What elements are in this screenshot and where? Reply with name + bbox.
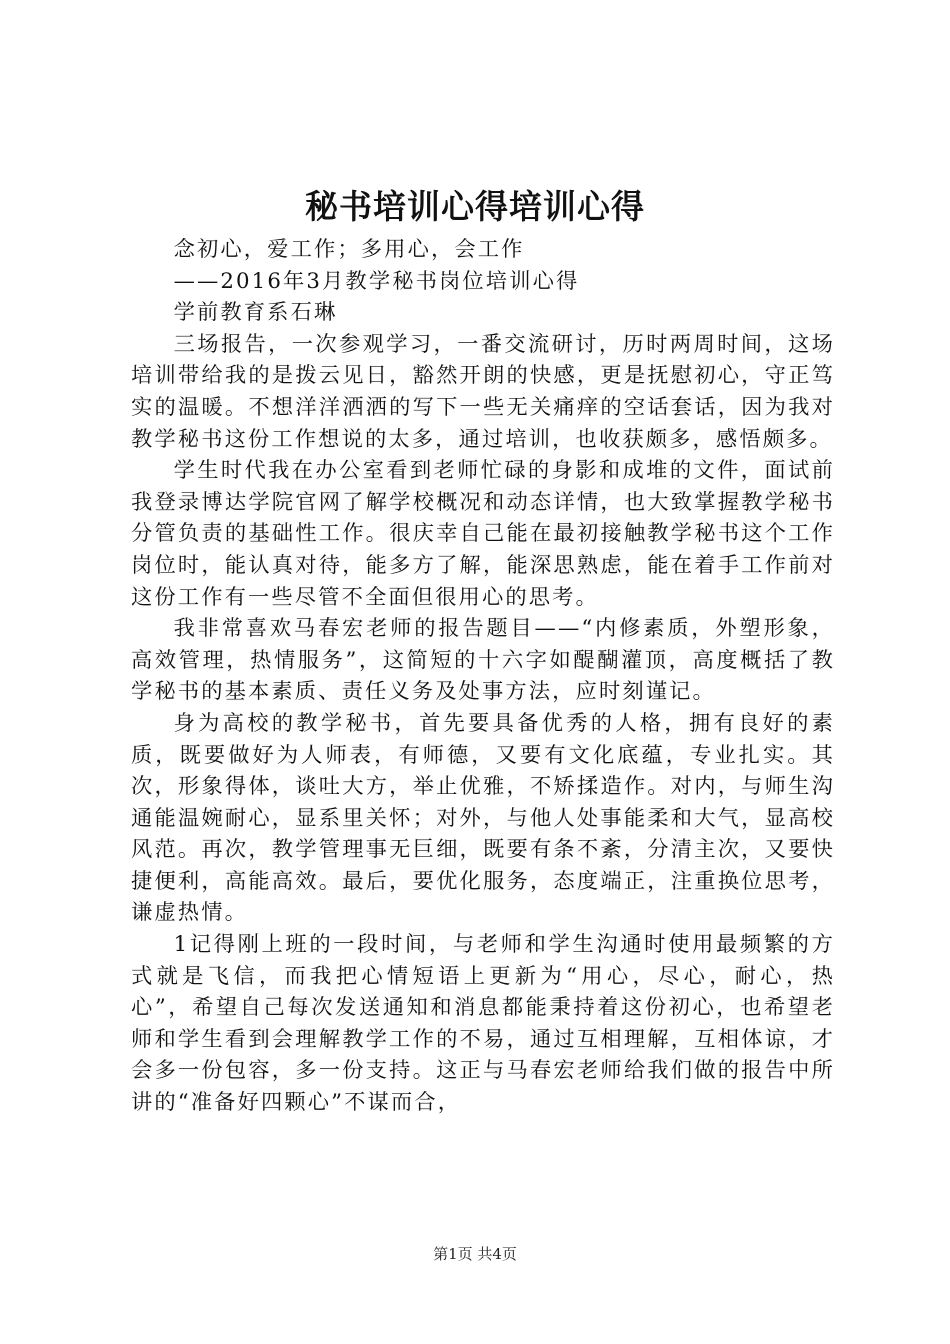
author-line: 学前教育系石琳 [173, 300, 338, 326]
page-number-footer: 第1页 共4页 [433, 1245, 517, 1263]
document-title: 秘书培训心得培训心得 [305, 187, 645, 226]
body-paragraph: 1记得刚上班的一段时间，与老师和学生沟通时使用最频繁的方式就是飞信，而我把心情短语上更新为“用心，尽心，耐心，热心”，希望自己每次发送通知和消息都能秉持着这份初心，也希望老师和学生看到会理解教学工作的不易，通过互相理解，互相体谅，才会多一份包容，多一份支持。这正与马春宏老师给我们做的报告中所讲的“准备好四颗心”不谋而合， [131, 932, 835, 1116]
motto-line: 念初心，爱工作；多用心，会工作 [173, 237, 525, 262]
body-paragraph: 学生时代我在办公室看到老师忙碌的身影和成堆的文件，面试前我登录博达学院官网了解学校概况和动态详情，也大致掌握教学秘书分管负责的基础性工作。很庆幸自己能在最初接触教学秘书这个工作岗位时，能认真对待，能多方了解，能深思熟虑，能在着手工作前对这份工作有一些尽管不全面但很用心的思考。 [131, 458, 835, 610]
body-paragraph: 我非常喜欢马春宏老师的报告题目——“内修素质，外塑形象，高效管理，热情服务”，这简短的十六字如醍醐灌顶，高度概括了教学秘书的基本素质、责任义务及处事方法，应时刻谨记。 [131, 616, 835, 705]
body-paragraph: 身为高校的教学秘书，首先要具备优秀的人格，拥有良好的素质，既要做好为人师表，有师德，又要有文化底蕴，专业扎实。其次，形象得体，谈吐大方，举止优雅，不矫揉造作。对内，与师生沟通能温婉耐心，显系里关怀；对外，与他人处事能柔和大气，显高校风范。再次，教学管理事无巨细，既要有条不紊，分清主次，又要快捷便利，高能高效。最后，要优化服务，态度端正，注重换位思考，谦虚热情。 [131, 710, 835, 926]
subtitle-line: ——2016年3月教学秘书岗位培训心得 [173, 268, 580, 294]
document-body [131, 234, 835, 1119]
body-paragraph: 三场报告，一次参观学习，一番交流研讨，历时两周时间，这场培训带给我的是拨云见日，豁然开朗的快感，更是抚慰初心，守正笃实的温暖。不想洋洋洒洒的写下一些无关痛痒的空话套话，因为我对教学秘书这份工作想说的太多，通过培训，也收获颇多，感悟颇多。 [131, 331, 835, 452]
